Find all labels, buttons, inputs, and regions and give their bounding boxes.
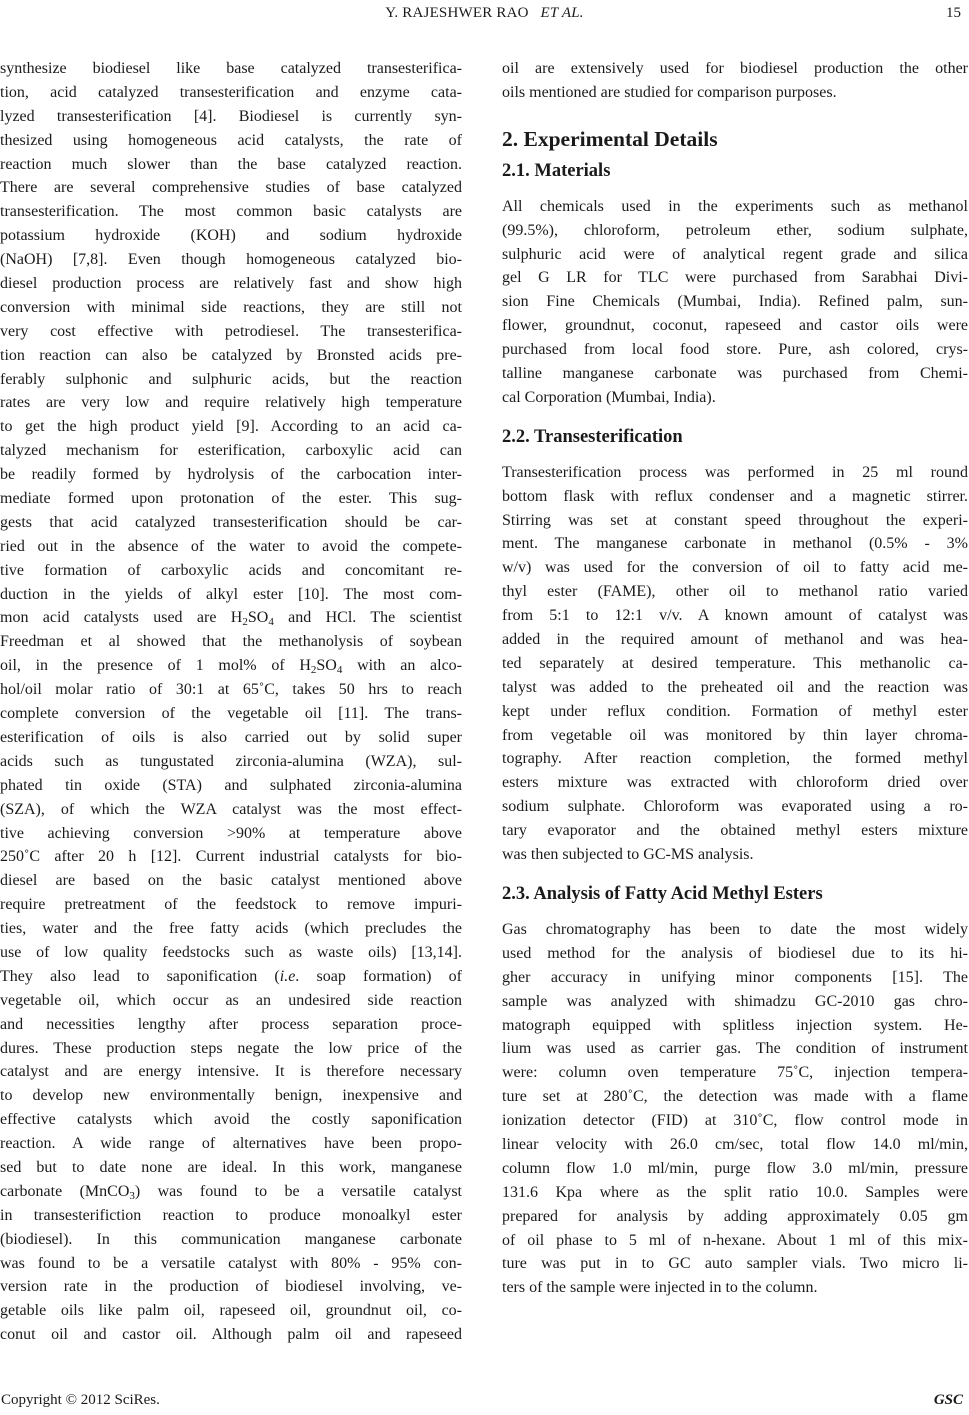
text-segment: SO xyxy=(316,657,337,675)
text-segment: phated tin oxide (STA) and sulphated zirconia-alumina xyxy=(0,776,462,794)
subsection-heading-transesterification: 2.2. Transesterification xyxy=(502,426,683,447)
text-line: gher accuracy in unifying minor components [15]. The xyxy=(502,968,968,986)
text-segment: gests that acid catalyzed transesterification should be car- xyxy=(0,513,462,531)
text-line xyxy=(0,176,462,200)
subscript: 4 xyxy=(268,616,274,629)
text-line: prepared for analysis by adding approximately 0.05 gm xyxy=(502,1207,968,1225)
text-segment: transesterification. The most common basic catalysts are xyxy=(0,203,462,221)
text-line xyxy=(0,1013,462,1037)
text-line: tography. After reaction completion, the formed methyl xyxy=(502,750,968,768)
text-line: sulphuric acid were of analytical regent grade and silica xyxy=(502,245,968,263)
text-line: gel G LR for TLC were purchased from Sarabhai Divi- xyxy=(502,269,968,287)
page-number: 15 xyxy=(946,5,961,21)
text-segment: diesel are based on the basic catalyst mentioned above xyxy=(0,872,462,890)
text-line xyxy=(0,272,462,296)
text-line xyxy=(0,439,462,463)
text-segment: ties, water and the free fatty acids (which precludes the xyxy=(0,920,462,938)
text-segment: 250˚C after 20 h [12]. Current industrial catalysts for bio- xyxy=(0,848,462,866)
text-line xyxy=(0,153,462,177)
text-line xyxy=(0,583,462,607)
text-segment: talyzed mechanism for esterification, carboxylic acid can xyxy=(0,442,462,460)
text-segment: tive formation of carboxylic acids and concomitant re- xyxy=(0,561,462,579)
text-segment: tion, acid catalyzed transesterification and enzyme cata- xyxy=(0,83,462,101)
text-line: 131.6 Kpa where as the split ratio 10.0. Samples were xyxy=(502,1183,968,1201)
text-line xyxy=(0,798,462,822)
text-segment: tive achieving conversion >90% at temperature above xyxy=(0,824,462,842)
transesterification-paragraph xyxy=(502,461,968,867)
text-segment: very cost effective with petrodiesel. The transesterifica- xyxy=(0,322,462,340)
text-line xyxy=(0,702,462,726)
text-line xyxy=(0,320,462,344)
text-line: were: column oven temperature 75˚C, injection tempera- xyxy=(502,1064,968,1082)
text-segment: . soap formation) of xyxy=(295,967,462,985)
subscript: 2 xyxy=(310,664,317,677)
text-line: esters mixture was extracted with chloroform dried over xyxy=(502,774,968,792)
materials-paragraph xyxy=(502,195,968,410)
text-line xyxy=(0,1108,462,1132)
text-line xyxy=(0,129,462,153)
text-segment: effective catalysts which avoid the costly saponification xyxy=(0,1111,462,1129)
text-line xyxy=(0,941,462,965)
text-line xyxy=(0,989,462,1013)
fame-analysis-paragraph xyxy=(502,918,968,1300)
text-line xyxy=(0,1156,462,1180)
text-line xyxy=(0,1252,462,1276)
text-line xyxy=(0,822,462,846)
text-line: added in the required amount of methanol and was hea- xyxy=(502,631,968,649)
text-segment: getable oils like palm oil, rapeseed oil, groundnut oil, co- xyxy=(0,1302,462,1320)
section-heading-experimental-details: 2. Experimental Details xyxy=(502,126,718,151)
text-line xyxy=(0,344,462,368)
text-line xyxy=(0,1060,462,1084)
left-column-body xyxy=(0,57,462,1347)
text-segment: ferably sulphonic and sulphuric acids, but the reaction xyxy=(0,370,462,388)
et-al: ET AL. xyxy=(540,5,584,21)
text-segment: was found to be a versatile catalyst with 80% - 95% con- xyxy=(0,1254,462,1272)
text-line: talline manganese carbonate was purchased from Chemi- xyxy=(502,365,968,383)
text-segment: require pretreatment of the feedstock to remove impuri- xyxy=(0,896,462,914)
subsection-heading-materials: 2.1. Materials xyxy=(502,160,611,181)
text-line: ionization detector (FID) at 310˚C, flow control mode in xyxy=(502,1112,968,1130)
text-segment: ried out in the absence of the water to avoid the compete- xyxy=(0,537,462,555)
text-line: Transesterification process was performed in 25 ml round xyxy=(502,463,968,481)
text-segment: synthesize biodiesel like base catalyzed transesterifica- xyxy=(0,60,462,77)
text-line xyxy=(0,845,462,869)
text-segment: Freedman et al showed that the methanolysis of soybean xyxy=(0,633,462,651)
text-line: ture set at 280˚C, the detection was made with a flame xyxy=(502,1088,968,1106)
text-line: (99.5%), chloroform, petroleum ether, sodium sulphate, xyxy=(502,221,968,239)
text-line: lium was used as carrier gas. The condition of instrument xyxy=(502,1040,968,1058)
copyright-notice: Copyright © 2012 SciRes. xyxy=(1,1392,160,1408)
text-segment: mon acid catalysts used are H xyxy=(0,609,243,627)
text-segment: diesel production process are relatively fast and show high xyxy=(0,275,462,293)
text-line xyxy=(0,1275,462,1299)
text-segment: dures. These production steps negate the low price of the xyxy=(0,1039,462,1057)
text-segment: oil, in the presence of 1 mol% of H xyxy=(0,657,311,675)
left-column xyxy=(0,57,462,1347)
text-segment: conversion with minimal side reactions, they are still not xyxy=(0,298,462,316)
text-segment: (biodiesel). In this communication manganese carbonate xyxy=(0,1230,462,1248)
text-segment: and necessities lengthy after process separation proce- xyxy=(0,1015,462,1033)
text-segment: reaction much slower than the base catalyzed reaction. xyxy=(0,155,462,173)
italic-text: i.e xyxy=(279,967,296,985)
text-line xyxy=(0,630,462,654)
text-line xyxy=(0,248,462,272)
text-segment: potassium hydroxide (KOH) and sodium hydroxide xyxy=(0,227,462,245)
text-segment: complete conversion of the vegetable oil [11]. The trans- xyxy=(0,705,462,723)
journal-abbreviation: GSC xyxy=(933,1392,963,1408)
text-segment: with an alco- xyxy=(342,657,462,675)
subscript: 3 xyxy=(129,1189,135,1202)
text-line xyxy=(0,391,462,415)
text-segment: catalyst and are energy intensive. It is therefore necessary xyxy=(0,1063,462,1081)
text-line: flower, groundnut, coconut, rapeseed and castor oils were xyxy=(502,317,968,335)
text-segment: vegetable oil, which occur as an undesired side reaction xyxy=(0,991,462,1009)
text-segment: tion reaction can also be catalyzed by Bronsted acids pre- xyxy=(0,346,462,364)
text-line: talyst was added to the preheated oil and the reaction was xyxy=(502,678,968,696)
text-segment: to get the high product yield [9]. According to an acid ca- xyxy=(0,418,462,436)
text-line xyxy=(0,463,462,487)
text-line: ted separately at desired temperature. This methanolic ca- xyxy=(502,654,968,672)
text-line xyxy=(0,296,462,320)
text-segment: (SZA), of which the WZA catalyst was the most effect- xyxy=(0,800,462,818)
text-line xyxy=(0,1204,462,1228)
text-line: tary evaporator and the obtained methyl esters mixture xyxy=(502,822,968,840)
text-line: from 5:1 to 12:1 v/v. A known amount of catalyst was xyxy=(502,607,968,625)
text-segment: esterification of oils is also carried out by solid super xyxy=(0,728,462,746)
text-segment: They also lead to saponification ( xyxy=(0,967,280,985)
text-line xyxy=(0,105,462,129)
text-segment: duction in the yields of alkyl ester [10]. The most com- xyxy=(0,585,462,603)
text-segment: thesized using homogeneous acid catalysts, the rate of xyxy=(0,131,462,149)
text-segment: ) was found to be a versatile catalyst xyxy=(134,1182,462,1200)
text-line: of oil phase to 5 ml of n-hexane. About 1 ml of this mix- xyxy=(502,1231,968,1249)
text-line xyxy=(0,1228,462,1252)
text-line xyxy=(0,415,462,439)
text-line xyxy=(0,368,462,392)
text-line: Stirring was set at constant speed throughout the experi- xyxy=(502,511,968,529)
text-line: kept under reflux condition. Formation of methyl ester xyxy=(502,702,968,720)
text-segment: version rate in the production of biodiesel involving, ve- xyxy=(0,1278,462,1296)
text-line xyxy=(0,487,462,511)
text-line: from vegetable oil was monitored by thin layer chroma- xyxy=(502,726,968,744)
text-line: All chemicals used in the experiments such as methanol xyxy=(502,197,968,215)
text-line xyxy=(0,678,462,702)
text-line xyxy=(0,750,462,774)
text-line xyxy=(0,1180,462,1204)
subscript: 4 xyxy=(336,664,343,677)
text-segment: There are several comprehensive studies of base catalyzed xyxy=(0,179,462,197)
text-line: sodium sulphate. Chloroform was evaporated using a ro- xyxy=(502,798,968,816)
text-segment: lyzed transesterification [4]. Biodiesel is currently syn- xyxy=(0,107,462,125)
text-line: sion Fine Chemicals (Mumbai, India). Refined palm, sun- xyxy=(502,293,968,311)
text-segment: mediate formed upon protonation of the ester. This sug- xyxy=(0,490,462,508)
text-line xyxy=(0,535,462,559)
text-line: purchased from local food store. Pure, ash colored, crys- xyxy=(502,341,968,359)
right-column xyxy=(502,57,968,1300)
text-line: linear velocity with 26.0 cm/sec, total flow 14.0 ml/min, xyxy=(502,1135,968,1153)
text-line xyxy=(0,917,462,941)
text-segment: rates are very low and require relatively high temperature xyxy=(0,394,462,412)
text-line: cal Corporation (Mumbai, India). xyxy=(502,388,716,406)
text-line xyxy=(0,654,462,678)
text-line xyxy=(0,224,462,248)
text-segment: (NaOH) [7,8]. Even though homogeneous catalyzed bio- xyxy=(0,251,462,269)
text-segment: in transesterifiction reaction to produce monoalkyl ester xyxy=(0,1206,462,1224)
text-line xyxy=(0,559,462,583)
author-name: Y. RAJESHWER RAO xyxy=(385,5,529,21)
text-line xyxy=(0,200,462,224)
text-line: Gas chromatography has been to date the most widely xyxy=(502,920,968,938)
text-line: thyl ester (FAME), other oil to methanol ratio varied xyxy=(502,583,968,601)
text-line xyxy=(0,869,462,893)
text-segment: to develop new environmentally benign, inexpensive and xyxy=(0,1087,462,1105)
text-line xyxy=(0,606,462,630)
text-line: ters of the sample were injected in to the column. xyxy=(502,1279,818,1297)
text-line xyxy=(0,774,462,798)
text-line xyxy=(0,726,462,750)
text-line xyxy=(0,893,462,917)
text-segment: acids such as tungustated zirconia-alumina (WZA), sul- xyxy=(0,752,462,770)
text-segment: reaction. A wide range of alternatives have been propo- xyxy=(0,1135,462,1153)
text-line xyxy=(0,511,462,535)
text-segment: SO xyxy=(247,609,269,627)
text-segment: sed but to date none are ideal. In this work, manganese xyxy=(0,1158,462,1176)
intro-continuation xyxy=(502,57,968,105)
text-segment: and HCl. The scientist xyxy=(273,609,462,627)
text-line: bottom flask with reflux condenser and a magnetic stirrer. xyxy=(502,487,968,505)
text-line: sample was analyzed with shimadzu GC-2010 gas chro- xyxy=(502,992,968,1010)
text-line: ture was put in to GC auto sampler vials. Two micro li- xyxy=(502,1255,968,1273)
page-footer xyxy=(0,1392,969,1414)
text-line xyxy=(0,1084,462,1108)
text-line: matograph equipped with splitless injection system. He- xyxy=(502,1016,968,1034)
text-segment: be readily formed by hydrolysis of the carbocation inter- xyxy=(0,466,462,484)
text-line xyxy=(0,1037,462,1061)
text-line xyxy=(0,1323,462,1347)
text-segment: conut oil and castor oil. Although palm oil and rapeseed xyxy=(0,1326,462,1344)
subsection-heading-fame-analysis: 2.3. Analysis of Fatty Acid Methyl Esters xyxy=(502,883,823,904)
text-line: oil are extensively used for biodiesel production the other xyxy=(502,60,968,77)
text-line xyxy=(0,1299,462,1323)
subscript: 2 xyxy=(242,616,248,629)
text-segment: use of low quality feedstocks such as waste oils) [13,14]. xyxy=(0,943,462,961)
text-line: ment. The manganese carbonate in methanol (0.5% - 3% xyxy=(502,535,968,553)
text-line xyxy=(0,57,462,81)
running-header xyxy=(0,3,969,27)
text-line: column flow 1.0 ml/min, purge flow 3.0 ml/min, pressure xyxy=(502,1159,968,1177)
text-segment: carbonate (MnCO xyxy=(0,1182,130,1200)
text-line: was then subjected to GC-MS analysis. xyxy=(502,846,754,864)
text-line xyxy=(0,81,462,105)
text-line: oils mentioned are studied for comparison purposes. xyxy=(502,83,837,101)
running-header-authors xyxy=(0,5,969,22)
text-line: used method for the analysis of biodiesel due to its hi- xyxy=(502,944,968,962)
text-line: w/v) was used for the conversion of oil to fatty acid me- xyxy=(502,559,968,577)
text-line xyxy=(0,1132,462,1156)
text-line xyxy=(0,965,462,989)
text-segment: hol/oil molar ratio of 30:1 at 65˚C, takes 50 hrs to reach xyxy=(0,681,462,699)
